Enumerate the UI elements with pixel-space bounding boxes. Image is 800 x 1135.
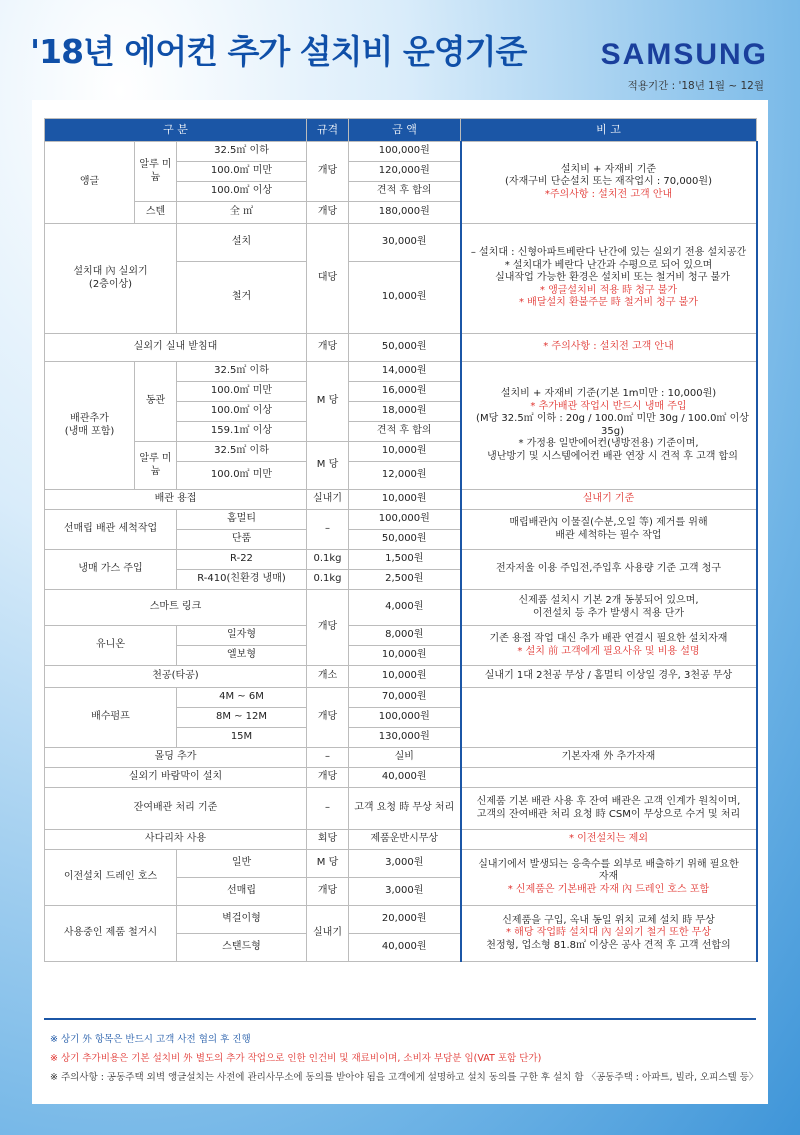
sub-label-stainless: 스텐 bbox=[135, 202, 177, 224]
unit-cell: M 당 bbox=[307, 442, 349, 490]
size-cell: 100.0㎡ 이상 bbox=[177, 402, 307, 422]
price-cell: 4,000원 bbox=[349, 590, 461, 626]
unit-cell: 실내기 bbox=[307, 490, 349, 510]
sub-label-remove: 철거 bbox=[177, 262, 307, 334]
table-row bbox=[45, 334, 757, 362]
unit-cell: 개당 bbox=[307, 768, 349, 788]
content-panel bbox=[32, 100, 768, 1104]
table-header-row bbox=[45, 119, 757, 142]
size-cell: 159.1㎡ 이상 bbox=[177, 422, 307, 442]
price-cell: 2,500원 bbox=[349, 570, 461, 590]
table-row bbox=[45, 510, 757, 530]
price-cell: 10,000원 bbox=[349, 490, 461, 510]
row-label-pump: 배수펌프 bbox=[45, 688, 177, 748]
price-cell: 12,000원 bbox=[349, 462, 461, 490]
header-category: 구 분 bbox=[45, 119, 307, 142]
size-cell: 32.5㎡ 이하 bbox=[177, 442, 307, 462]
table-row bbox=[45, 550, 757, 570]
sub-label: 선매립 bbox=[177, 878, 307, 906]
unit-cell: 실내기 bbox=[307, 906, 349, 962]
size-cell: 32.5㎡ 이하 bbox=[177, 142, 307, 162]
price-cell: 40,000원 bbox=[349, 934, 461, 962]
table-row bbox=[45, 850, 757, 878]
row-label-support: 실외기 실내 받침대 bbox=[45, 334, 307, 362]
footnote-3: ※ 주의사항 : 공동주택 외벽 앵글설치는 사전에 관리사무소에 동의를 받아야 됨을 고객에게 설명하고 설치 동의를 구한 후 설치 함 〈공동주택 : 아파트, 빌라, 오피스텔 등〉 bbox=[50, 1072, 759, 1083]
application-period: 적용기간 : '18년 1월 ~ 12월 bbox=[627, 80, 764, 92]
row-label-cleaning: 선매립 배관 세척작업 bbox=[45, 510, 177, 550]
size-cell: 100.0㎡ 미만 bbox=[177, 382, 307, 402]
row-label-molding: 몰딩 추가 bbox=[45, 748, 307, 768]
price-cell: 50,000원 bbox=[349, 530, 461, 550]
size-cell: 全 ㎡ bbox=[177, 202, 307, 224]
row-label-hose: 이전설치 드레인 호스 bbox=[45, 850, 177, 906]
footnotes bbox=[44, 1018, 759, 1088]
price-cell: 견적 후 합의 bbox=[349, 422, 461, 442]
row-label-hole: 천공(타공) bbox=[45, 666, 307, 688]
table-row bbox=[45, 224, 757, 262]
size-cell: 100.0㎡ 미만 bbox=[177, 462, 307, 490]
unit-cell: 개당 bbox=[307, 334, 349, 362]
price-cell: 40,000원 bbox=[349, 768, 461, 788]
sub-label: 단품 bbox=[177, 530, 307, 550]
size-cell: 100.0㎡ 이상 bbox=[177, 182, 307, 202]
footnote-1: ※ 상기 外 항목은 반드시 고객 사전 협의 후 진행 bbox=[50, 1034, 251, 1045]
price-cell: 120,000원 bbox=[349, 162, 461, 182]
sub-label: 일반 bbox=[177, 850, 307, 878]
row-label-residual: 잔여배관 처리 기준 bbox=[45, 788, 307, 830]
page-title: '18년 에어컨 추가 설치비 운영기준 bbox=[30, 32, 527, 71]
price-cell: 50,000원 bbox=[349, 334, 461, 362]
sub-label: 4M ~ 6M bbox=[177, 688, 307, 708]
unit-cell: 0.1kg bbox=[307, 570, 349, 590]
table-row bbox=[45, 590, 757, 626]
table-row bbox=[45, 688, 757, 708]
note-windbreak bbox=[461, 768, 757, 788]
table-row bbox=[45, 666, 757, 688]
price-cell: 30,000원 bbox=[349, 224, 461, 262]
price-cell: 견적 후 합의 bbox=[349, 182, 461, 202]
note-removal: 신제품을 구입, 옥내 동일 위치 교체 설치 時 무상 * 해당 작업時 설치대 內 실외기 철거 또한 무상 천정형, 업소형 81.8㎡ 이상은 공사 견적 후 고객 선합의 bbox=[461, 906, 757, 962]
price-cell: 제품운반시무상 bbox=[349, 830, 461, 850]
row-label-angle: 앵글 bbox=[45, 142, 135, 224]
row-label-gas: 냉매 가스 주입 bbox=[45, 550, 177, 590]
table-row bbox=[45, 830, 757, 850]
unit-cell: – bbox=[307, 748, 349, 768]
header-note: 비 고 bbox=[461, 119, 757, 142]
sub-label: R-410(친환경 냉매) bbox=[177, 570, 307, 590]
row-label-welding: 배관 용접 bbox=[45, 490, 307, 510]
note-ladder: * 이전설치는 제외 bbox=[461, 830, 757, 850]
sub-label-install: 설치 bbox=[177, 224, 307, 262]
unit-cell: M 당 bbox=[307, 362, 349, 442]
price-cell: 100,000원 bbox=[349, 142, 461, 162]
unit-cell: 개소 bbox=[307, 666, 349, 688]
table-row bbox=[45, 142, 757, 162]
note-residual: 신제품 기본 배관 사용 후 잔여 배관은 고객 인계가 원칙이며, 고객의 잔여배관 처리 요청 時 CSM이 무상으로 수거 및 처리 bbox=[461, 788, 757, 830]
price-cell: 100,000원 bbox=[349, 510, 461, 530]
unit-cell: 개당 bbox=[307, 688, 349, 748]
unit-cell: 대당 bbox=[307, 224, 349, 334]
unit-cell: 회당 bbox=[307, 830, 349, 850]
sub-label: 엘보형 bbox=[177, 646, 307, 666]
note-indoor-stand: – 설치대 : 신형아파트베란다 난간에 있는 실외기 전용 설치공간 * 설치대가 베란다 난간과 수평으로 되어 있으며 실내작업 가능한 환경은 설치비 또는 철거비 청구 불가 * 앵글설치비 적용 時 청구 불가 * 배달설치 환불주문 時 철거비 청구 불가 bbox=[461, 224, 757, 334]
sub-label-aluminum: 알루 미늄 bbox=[135, 142, 177, 202]
sub-label: 8M ~ 12M bbox=[177, 708, 307, 728]
size-cell: 100.0㎡ 미만 bbox=[177, 162, 307, 182]
note-support: * 주의사항 : 설치전 고객 안내 bbox=[461, 334, 757, 362]
note-smart-link: 신제품 설치시 기본 2개 동봉되어 있으며, 이전설치 등 추가 발생시 적용 단가 bbox=[461, 590, 757, 626]
note-molding: 기본자재 外 추가자재 bbox=[461, 748, 757, 768]
row-label-smart-link: 스마트 링크 bbox=[45, 590, 307, 626]
sub-label: R-22 bbox=[177, 550, 307, 570]
unit-cell: 개당 bbox=[307, 202, 349, 224]
price-cell: 18,000원 bbox=[349, 402, 461, 422]
installation-cost-table bbox=[44, 118, 758, 962]
sub-label: 일자형 bbox=[177, 626, 307, 646]
unit-cell: 개당 bbox=[307, 142, 349, 202]
price-cell: 실비 bbox=[349, 748, 461, 768]
price-cell: 20,000원 bbox=[349, 906, 461, 934]
unit-cell: M 당 bbox=[307, 850, 349, 878]
table-row bbox=[45, 788, 757, 830]
price-cell: 10,000원 bbox=[349, 262, 461, 334]
table-row bbox=[45, 490, 757, 510]
note-pump bbox=[461, 688, 757, 748]
table-row bbox=[45, 768, 757, 788]
price-cell: 70,000원 bbox=[349, 688, 461, 708]
note-welding: 실내기 기준 bbox=[461, 490, 757, 510]
price-cell: 3,000원 bbox=[349, 850, 461, 878]
note-gas: 전자저울 이용 주입전,주입후 사용량 기준 고객 청구 bbox=[461, 550, 757, 590]
sub-label: 스탠드형 bbox=[177, 934, 307, 962]
price-cell: 8,000원 bbox=[349, 626, 461, 646]
note-cleaning: 매립배관內 이물질(수분,오일 等) 제거를 위해 배관 세척하는 필수 작업 bbox=[461, 510, 757, 550]
row-label-removal: 사용중인 제품 철거시 bbox=[45, 906, 177, 962]
unit-cell: 개당 bbox=[307, 878, 349, 906]
price-cell: 1,500원 bbox=[349, 550, 461, 570]
price-cell: 14,000원 bbox=[349, 362, 461, 382]
price-cell: 고객 요청 時 무상 처리 bbox=[349, 788, 461, 830]
price-cell: 100,000원 bbox=[349, 708, 461, 728]
unit-cell: – bbox=[307, 510, 349, 550]
header-price: 금 액 bbox=[349, 119, 461, 142]
price-cell: 10,000원 bbox=[349, 646, 461, 666]
unit-cell: 0.1kg bbox=[307, 550, 349, 570]
sub-label: 벽걸이형 bbox=[177, 906, 307, 934]
sub-label: 홈멀티 bbox=[177, 510, 307, 530]
unit-cell: 개당 bbox=[307, 590, 349, 666]
row-label-ladder: 사다리차 사용 bbox=[45, 830, 307, 850]
price-cell: 10,000원 bbox=[349, 442, 461, 462]
note-hole: 실내기 1대 2천공 무상 / 홈멀티 이상일 경우, 3천공 무상 bbox=[461, 666, 757, 688]
samsung-logo: SAMSUNG bbox=[600, 38, 768, 71]
price-cell: 10,000원 bbox=[349, 666, 461, 688]
note-hose: 실내기에서 발생되는 응축수를 외부로 배출하기 위해 필요한 자재 * 신제품은 기본배관 자재 內 드레인 호스 포함 bbox=[461, 850, 757, 906]
row-label-union: 유니온 bbox=[45, 626, 177, 666]
table-row bbox=[45, 906, 757, 934]
size-cell: 32.5㎡ 이하 bbox=[177, 362, 307, 382]
sub-label: 15M bbox=[177, 728, 307, 748]
note-piping: 설치비 + 자재비 기준(기본 1m미만 : 10,000원) * 추가배관 작업시 반드시 냉매 주입 (M당 32.5㎡ 이하 : 20g / 100.0㎡ 미만 30g / 100.0㎡ 이상 35g) * 가정용 일반에어컨(냉방전용) 기준이며, 냉난방기 및 시스템에어컨 배관 연장 시 견적 후 고객 합의 bbox=[461, 362, 757, 490]
price-cell: 180,000원 bbox=[349, 202, 461, 224]
price-cell: 130,000원 bbox=[349, 728, 461, 748]
note-union: 기존 용접 작업 대신 추가 배관 연결시 필요한 설치자재 * 설치 前 고객에게 필요사유 및 비용 설명 bbox=[461, 626, 757, 666]
table-row bbox=[45, 362, 757, 382]
sub-label-copper: 동관 bbox=[135, 362, 177, 442]
footnote-2: ※ 상기 추가비용은 기본 설치비 外 별도의 추가 작업으로 인한 인건비 및 재료비이며, 소비자 부담분 임(VAT 포함 단가) bbox=[50, 1053, 542, 1064]
row-label-piping: 배관추가 (냉매 포함) bbox=[45, 362, 135, 490]
header-spec: 규격 bbox=[307, 119, 349, 142]
price-cell: 3,000원 bbox=[349, 878, 461, 906]
note-angle: 설치비 + 자재비 기준 (자재구비 단순설치 또는 재작업시 : 70,000원) *주의사항 : 설치전 고객 안내 bbox=[461, 142, 757, 224]
table-row bbox=[45, 626, 757, 646]
sub-label-aluminum: 알루 미늄 bbox=[135, 442, 177, 490]
row-label-indoor-stand: 설치대 內 실외기 (2층이상) bbox=[45, 224, 177, 334]
price-cell: 16,000원 bbox=[349, 382, 461, 402]
unit-cell: – bbox=[307, 788, 349, 830]
row-label-windbreak: 실외기 바람막이 설치 bbox=[45, 768, 307, 788]
table-row bbox=[45, 748, 757, 768]
